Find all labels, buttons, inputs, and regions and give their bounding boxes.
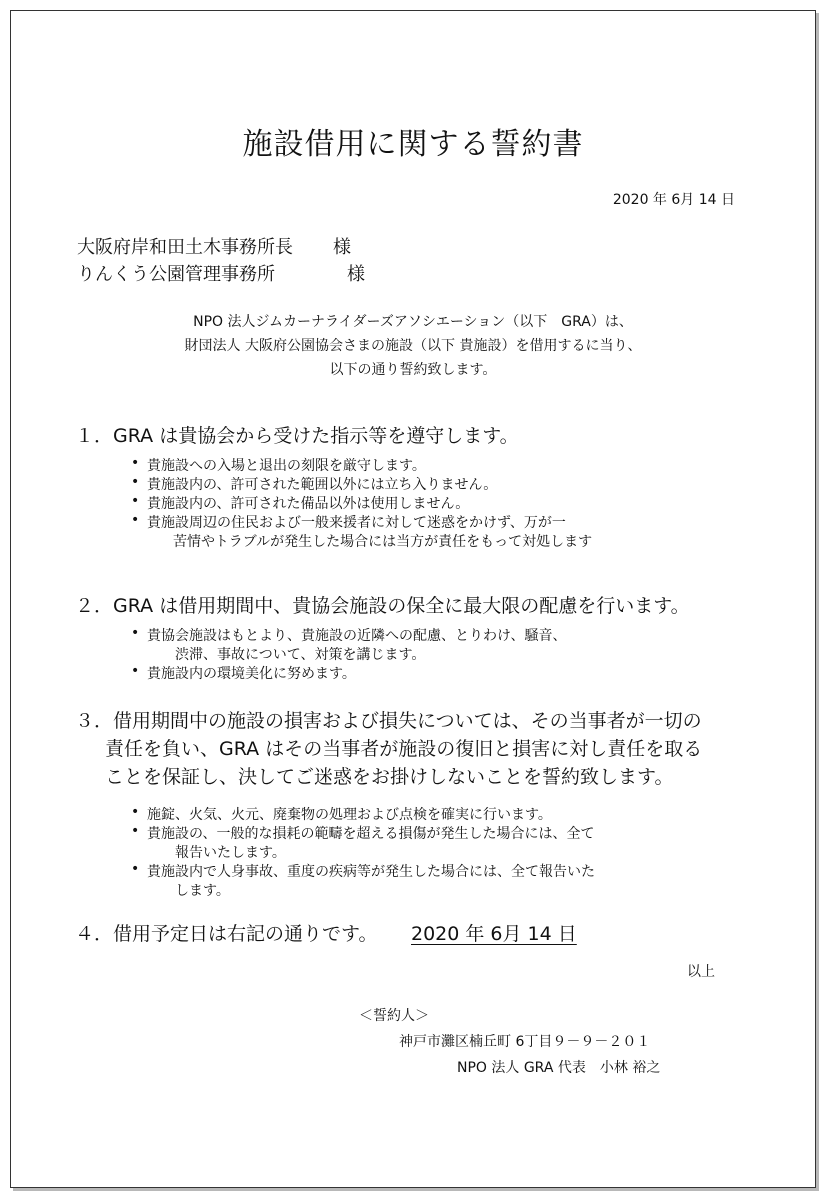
section-3-heading-line-3: ことを保証し、決してご迷惑をお掛けしないことを誓約致します。 bbox=[105, 766, 674, 788]
signer-org: NPO 法人 GRA 代表 小林 裕之 bbox=[457, 1060, 661, 1076]
list-item-continuation: 苦情やトラブルが発生した場合には当方が責任をもって対処します bbox=[173, 534, 593, 550]
signer-label: ＜誓約人＞ bbox=[359, 1008, 429, 1024]
list-item-continuation: 報告いたします。 bbox=[175, 845, 286, 861]
list-item-continuation: します。 bbox=[175, 883, 230, 899]
recipient-honorific: 様 bbox=[333, 237, 351, 258]
section-1-heading: １．GRA は貴協会から受けた指示等を遵守します。 bbox=[75, 425, 519, 447]
list-item: • 貴施設の、一般的な損耗の範疇を超える損傷が発生した場合には、全て bbox=[147, 823, 594, 843]
list-item: • 貴協会施設はもとより、貴施設の近隣への配慮、とりわけ、騒音、 bbox=[147, 625, 566, 645]
list-item: • 貴施設周辺の住民および一般来援者に対して迷惑をかけず、万が一 bbox=[147, 512, 566, 532]
document-title: 施設借用に関する誓約書 bbox=[242, 127, 584, 162]
section-2-heading: ２．GRA は借用期間中、貴協会施設の保全に最大限の配慮を行います。 bbox=[75, 595, 690, 617]
list-item: • 貴施設への入場と退出の刻限を厳守します。 bbox=[147, 455, 426, 475]
list-item: • 貴施設内の、許可された備品以外は使用しません。 bbox=[147, 493, 469, 513]
section-4-heading: ４．借用予定日は右記の通りです。 bbox=[75, 923, 378, 945]
section-3-heading-line-2: 責任を負い、GRA はその当事者が施設の復旧と損害に対し責任を取る bbox=[105, 738, 703, 760]
list-item-continuation: 渋滞、事故について、対策を講じます。 bbox=[175, 647, 426, 663]
recipient-1 bbox=[77, 233, 351, 259]
document-page bbox=[10, 10, 816, 1188]
recipient-honorific: 様 bbox=[347, 264, 365, 285]
recipient-2 bbox=[77, 260, 365, 286]
closing-text: 以上 bbox=[687, 964, 715, 980]
intro-line-3: 以下の通り誓約致します。 bbox=[329, 362, 497, 378]
list-item: • 貴施設内の、許可された範囲以外には立ち入りません。 bbox=[147, 474, 497, 494]
list-item: • 貴施設内で人身事故、重度の疾病等が発生した場合には、全て報告いた bbox=[147, 861, 595, 881]
borrow-date: 2020 年 6月 14 日 bbox=[411, 923, 577, 945]
document-date: 2020 年 6月 14 日 bbox=[612, 192, 735, 208]
recipient-name: 大阪府岸和田土木事務所長 bbox=[77, 237, 293, 258]
list-item: • 施錠、火気、火元、廃棄物の処理および点検を確実に行います。 bbox=[147, 804, 552, 824]
recipient-name: りんくう公園管理事務所 bbox=[77, 264, 275, 285]
list-item: • 貴施設内の環境美化に努めます。 bbox=[147, 663, 356, 683]
section-3-heading-line-1: ３．借用期間中の施設の損害および損失については、その当事者が一切の bbox=[75, 710, 702, 732]
signer-address: 神戸市灘区楠丘町 6丁目９－９－２０１ bbox=[399, 1034, 651, 1050]
intro-line-1: NPO 法人ジムカーナライダーズアソシエーション（以下 GRA）は、 bbox=[193, 314, 633, 330]
intro-line-2: 財団法人 大阪府公園協会さまの施設（以下 貴施設）を借用するに当り、 bbox=[184, 338, 642, 354]
